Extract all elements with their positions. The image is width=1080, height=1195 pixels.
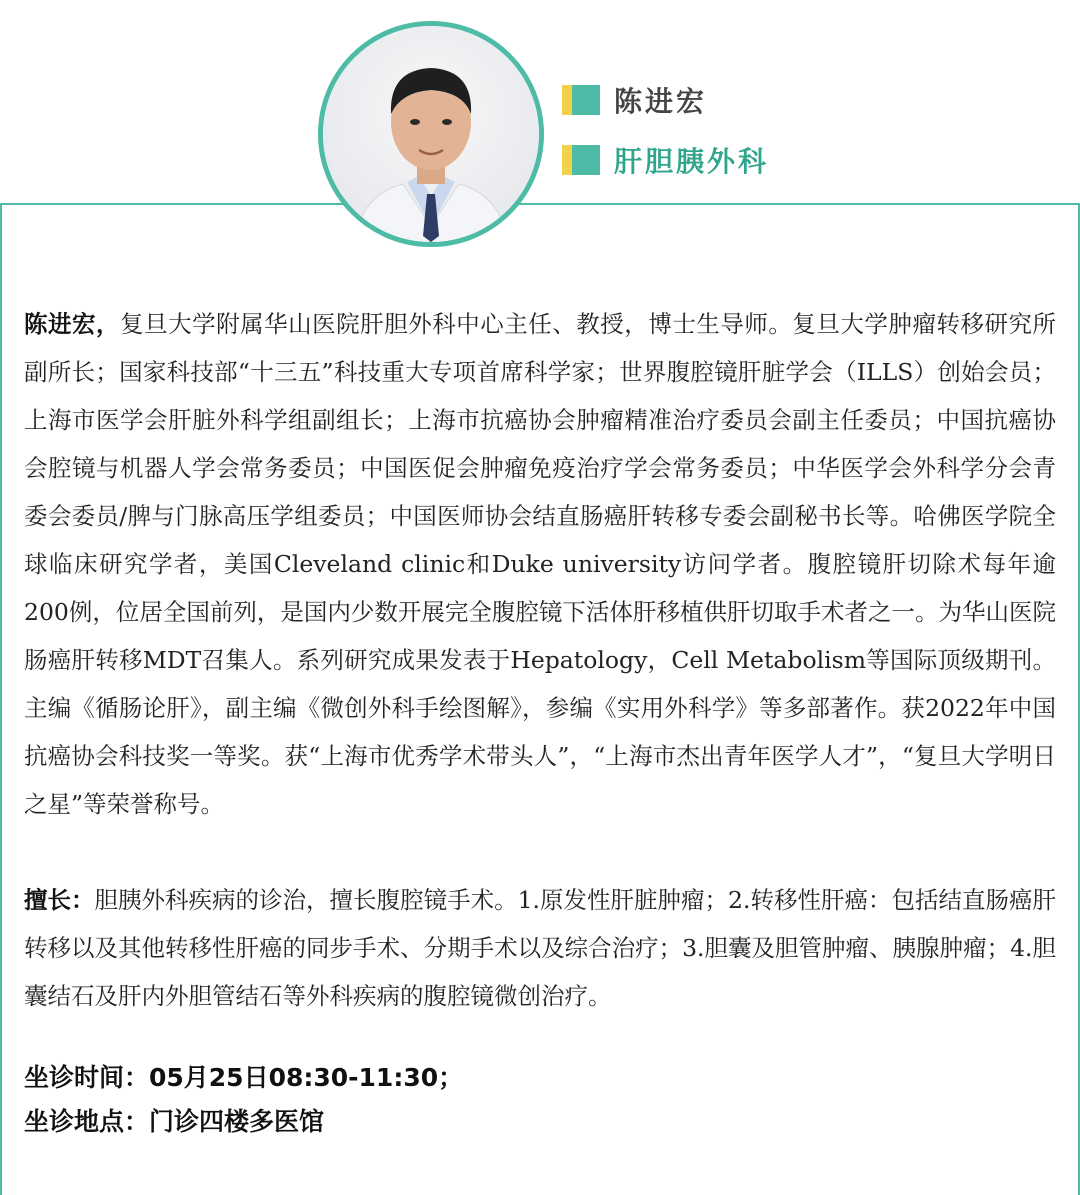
- doctor-avatar: [318, 21, 544, 247]
- profile-content: [24, 300, 1056, 1144]
- doctor-department: 肝胆胰外科: [614, 145, 770, 178]
- marker-teal: [572, 85, 600, 115]
- bio-paragraph: [24, 300, 1056, 828]
- clinic-time: 坐诊时间：05月25日08:30-11:30；: [24, 1063, 464, 1092]
- department-row: [562, 142, 769, 178]
- marker-teal: [572, 145, 600, 175]
- name-marker: [562, 85, 600, 115]
- name-row: [562, 82, 707, 118]
- clinic-location: 坐诊地点：门诊四楼多医馆: [24, 1107, 325, 1136]
- avatar-photo-placeholder: [323, 26, 539, 242]
- specialty-lead: 擅长：: [24, 886, 95, 914]
- specialty-paragraph: [24, 876, 1056, 1020]
- portrait-icon: [323, 26, 539, 242]
- spacer: [24, 1020, 1056, 1056]
- bio-text: 复旦大学附属华山医院肝胆外科中心主任、教授，博士生导师。复旦大学肿瘤转移研究所副所长；国家科技部“十三五”科技重大专项首席科学家；世界腹腔镜肝脏学会（ILLS）创始会员；上海市医学会肝脏外科学组副组长；上海市抗癌协会肿瘤精准治疗委员会副主任委员；中国抗癌协会腔镜与机器人学会常务委员；中国医促会肿瘤免疫治疗学会常务委员；中华医学会外科学分会青委会委员/脾与门脉高压学组委员；中国医师协会结直肠癌肝转移专委会副秘书长等。哈佛医学院全球临床研究学者，美国Cleveland clinic和Duke university访问学者。腹腔镜肝切除术每年逾200例，位居全国前列，是国内少数开展完全腹腔镜下活体肝移植供肝切取手术者之一。为华山医院肠癌肝转移MDT召集人。系列研究成果发表于Hepatology，Cell Metabolism等国际顶级期刊。主编《循肠论肝》，副主编《微创外科手绘图解》，参编《实用外科学》等多部著作。获2022年中国抗癌协会科技奖一等奖。获“上海市优秀学术带头人”，“上海市杰出青年医学人才”，“复旦大学明日之星”等荣誉称号。: [24, 310, 1057, 818]
- spacer: [24, 828, 1056, 876]
- specialty-text: 胆胰外科疾病的诊治，擅长腹腔镜手术。1.原发性肝脏肿瘤；2.转移性肝癌：包括结直肠癌肝转移以及其他转移性肝癌的同步手术、分期手术以及综合治疗；3.胆囊及胆管肿瘤、胰腺肿瘤；4.胆囊结石及肝内外胆管结石等外科疾病的腹腔镜微创治疗。: [24, 886, 1057, 1010]
- department-marker: [562, 145, 600, 175]
- bio-lead: 陈进宏，: [24, 310, 121, 338]
- doctor-name: 陈进宏: [614, 85, 708, 118]
